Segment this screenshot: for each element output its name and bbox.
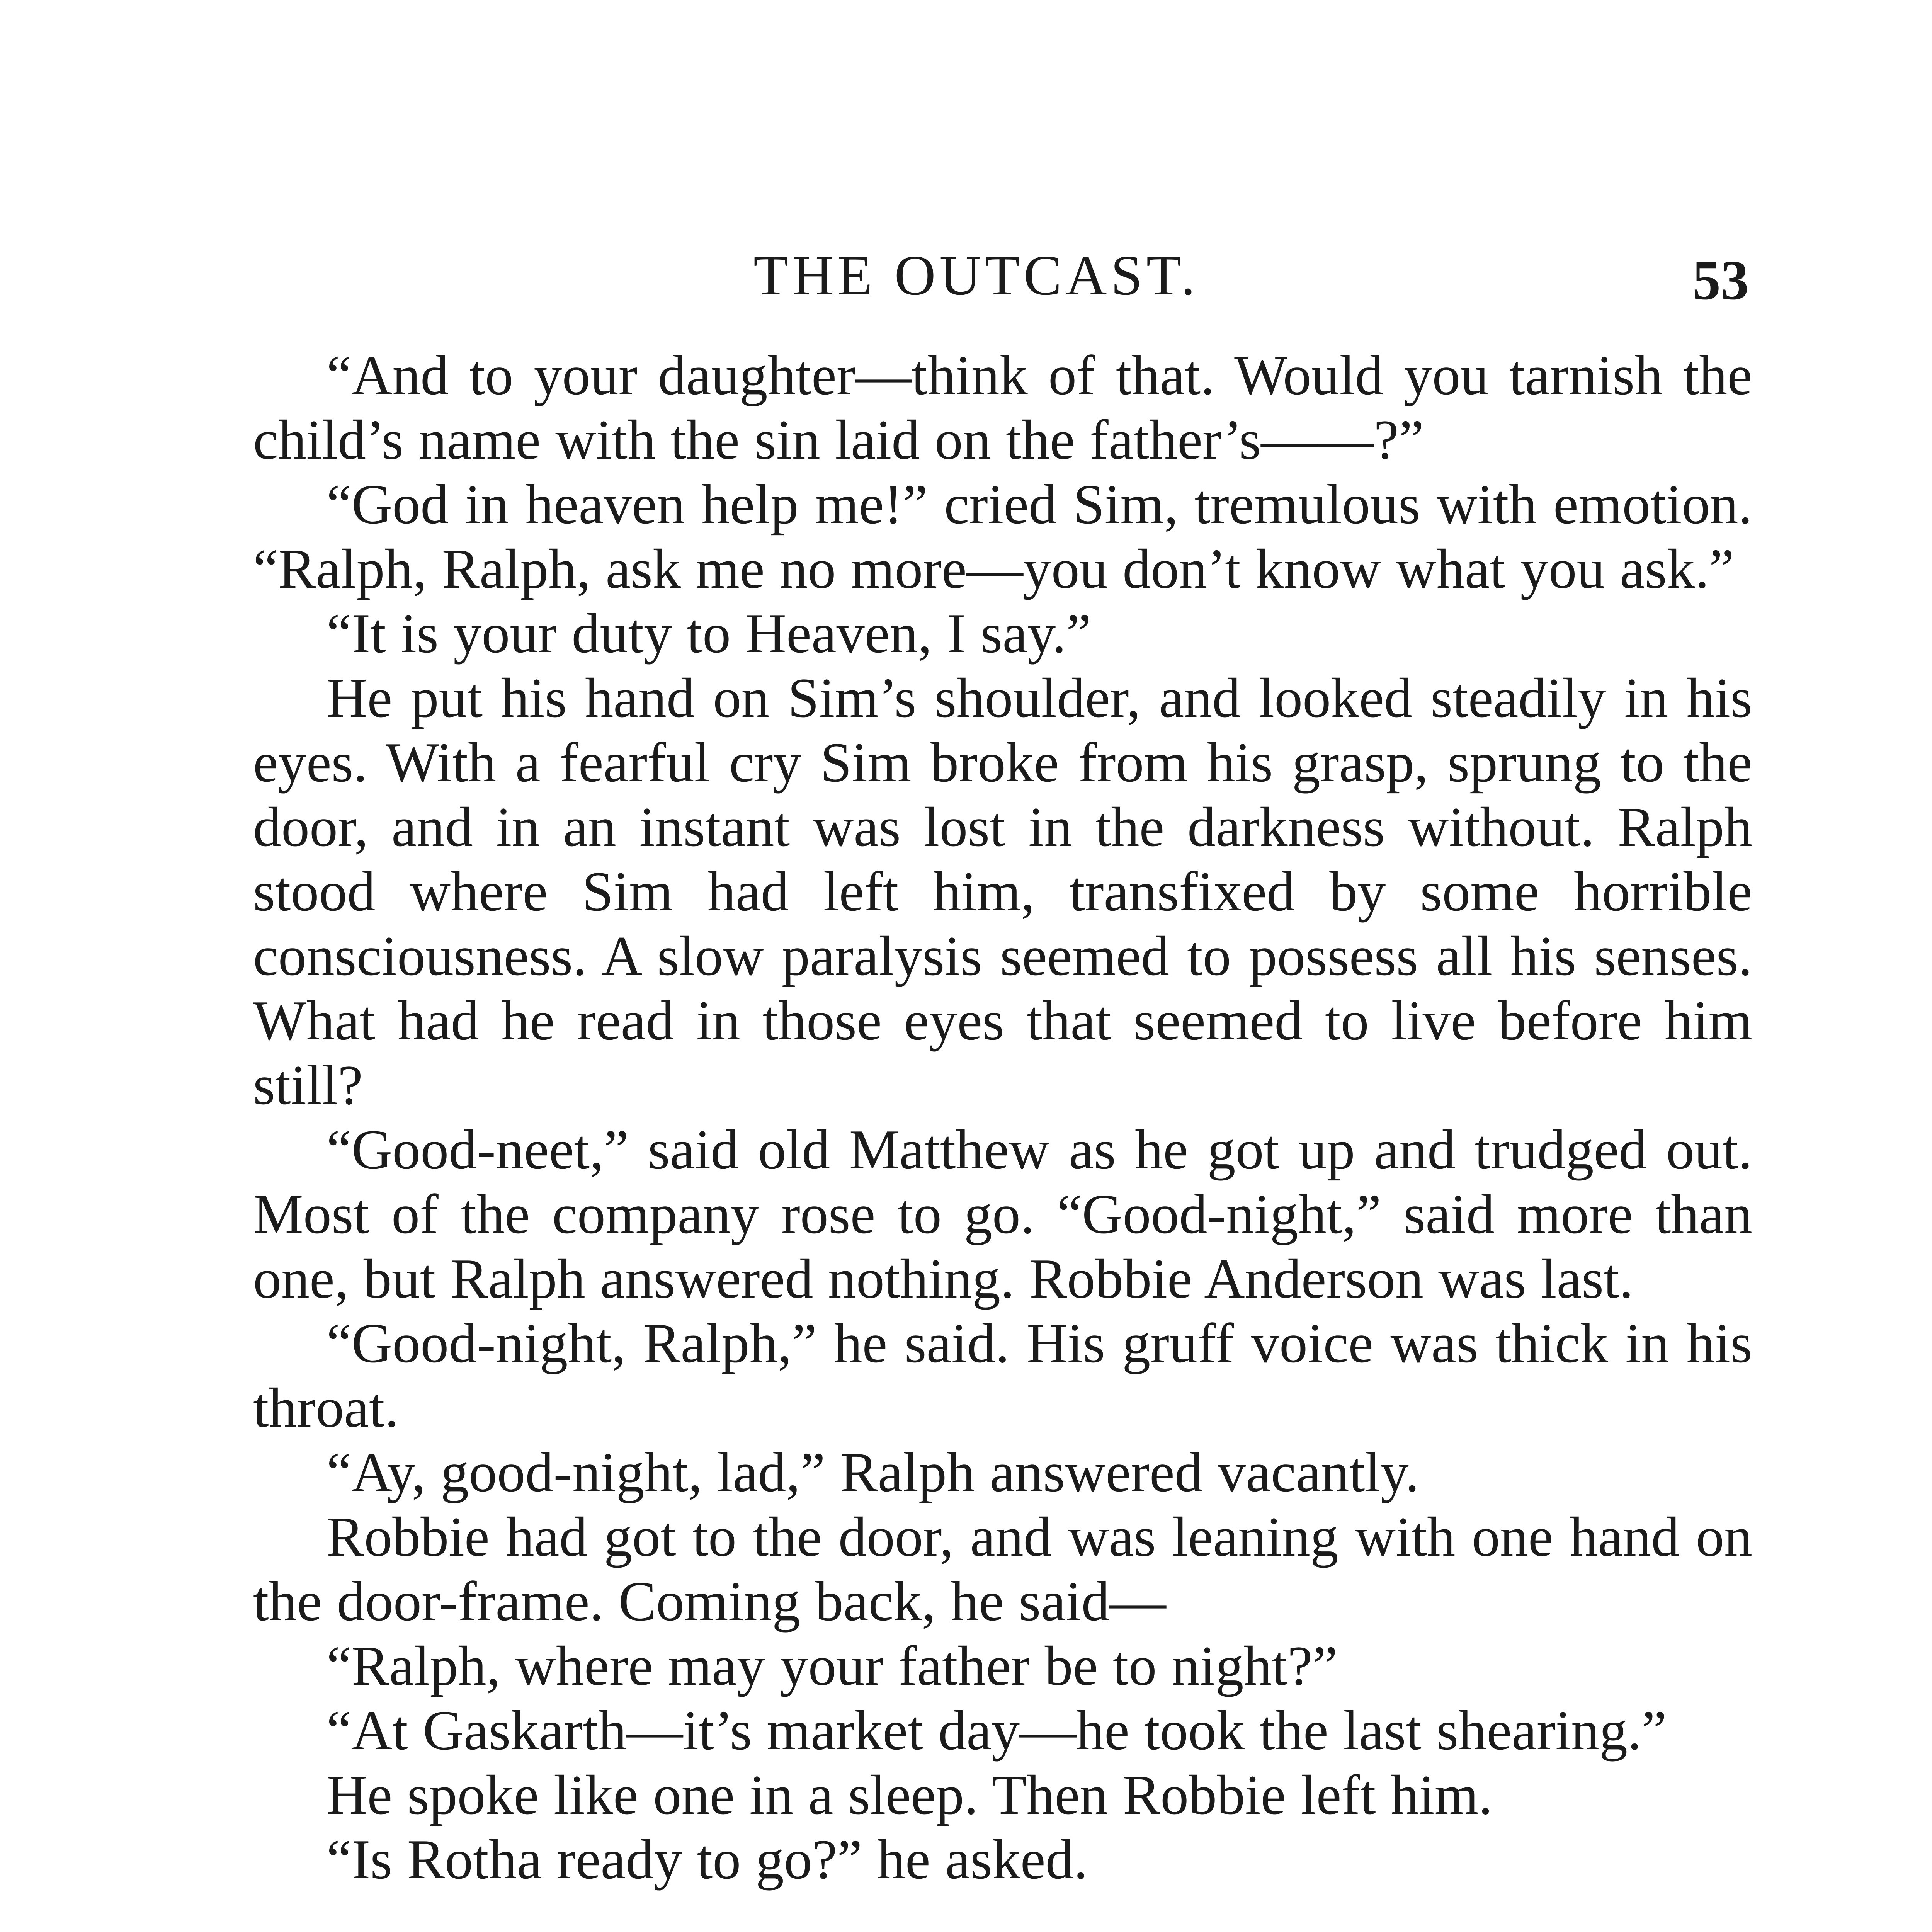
running-head xyxy=(0,239,1932,312)
paragraph: “And to your daughter—think of that. Would you tarnish the child’s name with the sin laid on the father’s——?” xyxy=(253,344,1752,471)
paragraph: “Good-neet,” said old Matthew as he got up and trudged out. Most of the company rose to go. “Good-night,” said more than one, but Ralph answered nothing. Robbie Anderson was last. xyxy=(253,1118,1752,1310)
paragraph: “At Gaskarth—it’s market day—he took the last shearing.” xyxy=(327,1699,1667,1762)
paragraph: “God in heaven help me!” cried Sim, tremulous with emotion. “Ralph, Ralph, ask me no more—you don’t know what you ask.” xyxy=(253,473,1752,600)
paragraph: “Ay, good-night, lad,” Ralph answered vacantly. xyxy=(327,1441,1419,1503)
paragraph: Robbie had got to the door, and was leaning with one hand on the door-frame. Coming back, he said— xyxy=(253,1505,1752,1633)
page-number: 53 xyxy=(1692,249,1749,311)
paragraph: “Ralph, where may your father be to night?” xyxy=(327,1634,1338,1697)
paragraph: “Good-night, Ralph,” he said. His gruff voice was thick in his throat. xyxy=(253,1312,1752,1439)
paragraph: “Is Rotha ready to go?” he asked. xyxy=(327,1828,1088,1891)
paragraph: He spoke like one in a sleep. Then Robbie left him. xyxy=(327,1764,1493,1826)
running-title: THE OUTCAST. xyxy=(753,244,1199,307)
paragraph: He put his hand on Sim’s shoulder, and looked steadily in his eyes. With a fearful cry Sim broke from his grasp, sprung to the door, and in an instant was lost in the darkness without. Ralph stood where Sim had left him, transfixed by some horrible consciousness. A slow paralysis seemed to possess all his senses. What had he read in those eyes that seemed to live before him still? xyxy=(253,667,1752,1116)
paragraph: “It is your duty to Heaven, I say.” xyxy=(327,602,1092,665)
body-text xyxy=(253,343,1752,1892)
